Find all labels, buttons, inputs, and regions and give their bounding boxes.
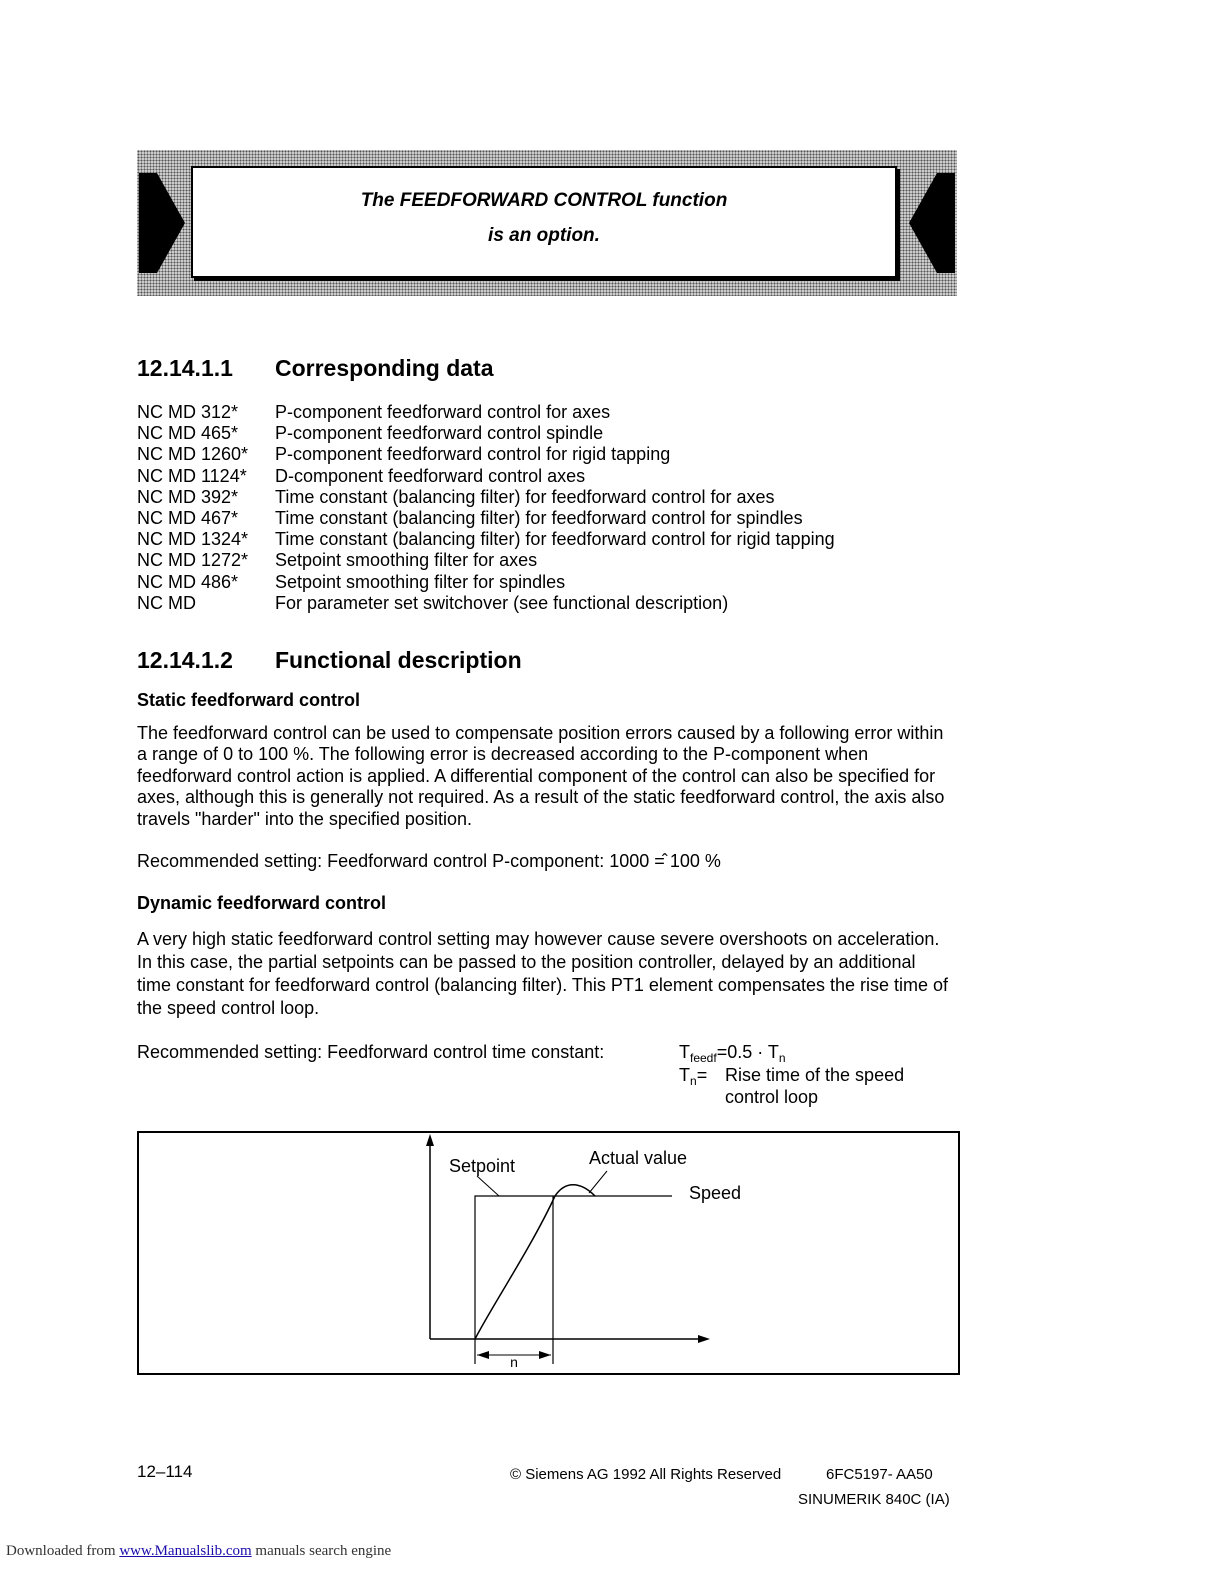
md-key: NC MD 1260* [137, 444, 249, 465]
section-title: Functional description [275, 647, 522, 673]
formula-subscript-n: n [778, 1051, 786, 1065]
order-number: 6FC5197- AA50 [826, 1466, 933, 1483]
speed-label: Speed [689, 1183, 742, 1203]
section-number: 12.14.1.2 [137, 647, 233, 673]
md-key: NC MD [137, 592, 196, 613]
formula-subscript: feedf [690, 1051, 717, 1065]
left-arrow-icon [907, 158, 957, 288]
diagram-frame [138, 1132, 959, 1374]
section-heading-functional-description [137, 647, 522, 674]
md-key: NC MD 1324* [137, 529, 249, 550]
tn-equals: = [696, 1065, 708, 1085]
option-notice-line1: The FEEDFORWARD CONTROL function [360, 190, 728, 211]
static-feedforward-paragraph: The feedforward control can be used to compensate position errors caused by a following error within a range of 0 to 100 %. The following error is decreased according to the P-component when feedforward control action is applied. A differential component of the control can also be specified for axes, although this is generally not required. As a result of the static feedforward control, the axis also travels "harder" into the specified position. [137, 723, 945, 829]
md-desc: P-component feedforward control for rigid tapping [275, 444, 671, 465]
tn-subscript: n [690, 1074, 697, 1088]
md-desc: P-component feedforward control for axes [275, 402, 611, 422]
page-number: 12–114 [137, 1462, 193, 1481]
static-rec-text: Recommended setting: Feedforward control P-component: 1000 [137, 851, 650, 871]
md-key: NC MD 486* [137, 571, 239, 592]
x-axis-arrowhead [698, 1335, 710, 1343]
n-label: n [510, 1354, 518, 1370]
static-rec-value: 100 % [669, 851, 721, 871]
md-desc: Setpoint smoothing filter for axes [275, 550, 538, 571]
md-key: NC MD 1272* [137, 550, 249, 571]
static-feedforward-heading: Static feedforward control [137, 690, 361, 710]
formula-symbol: T [679, 1042, 690, 1062]
static-recommended-setting [137, 851, 721, 872]
dimension-right-arrowhead [539, 1351, 551, 1359]
download-note [6, 1543, 391, 1560]
actual-value-leader [589, 1171, 607, 1193]
tn-definition-line2: control loop [725, 1087, 819, 1107]
dynamic-recommended-setting: Recommended setting: Feedforward control time constant: [137, 1042, 605, 1062]
md-row [137, 508, 937, 529]
tn-definition-line1: Rise time of the speed [725, 1065, 905, 1085]
md-row [137, 423, 937, 444]
md-row [137, 572, 937, 593]
corresponds-symbol: =̂ [654, 851, 665, 871]
md-desc: P-component feedforward control spindle [275, 423, 604, 444]
actual-value-label: Actual value [589, 1148, 688, 1168]
option-notice-line2: is an option. [488, 225, 600, 246]
formula-expression: =0.5 · T [716, 1042, 779, 1062]
y-axis-arrowhead [426, 1134, 434, 1146]
setpoint-leader [477, 1176, 499, 1196]
manualslib-link[interactable]: www.Manualslib.com [119, 1543, 252, 1559]
md-key: NC MD 312* [137, 402, 239, 422]
md-row [137, 529, 937, 550]
feedforward-time-constant-formula [679, 1042, 786, 1063]
actual-value-curve [475, 1185, 595, 1339]
md-desc: For parameter set switchover (see functional description) [275, 592, 729, 613]
section-heading-corresponding-data [137, 355, 494, 382]
md-key: NC MD 392* [137, 486, 239, 507]
tn-definition-symbol [679, 1065, 707, 1086]
md-desc: Time constant (balancing filter) for feedforward control for axes [275, 486, 775, 507]
md-desc: D-component feedforward control axes [275, 465, 586, 486]
copyright: © Siemens AG 1992 All Rights Reserved [510, 1466, 782, 1483]
md-key: NC MD 467* [137, 508, 239, 529]
md-row [137, 487, 937, 508]
tn-symbol: T [679, 1065, 690, 1085]
section-number: 12.14.1.1 [137, 355, 233, 381]
download-prefix: Downloaded from [6, 1543, 120, 1559]
speed-response-diagram [137, 1131, 960, 1376]
md-desc: Time constant (balancing filter) for feedforward control for rigid tapping [275, 529, 835, 550]
md-desc: Time constant (balancing filter) for feedforward control for spindles [275, 508, 803, 529]
right-arrow-icon [137, 158, 187, 288]
setpoint-step-line [475, 1196, 672, 1339]
md-desc: Setpoint smoothing filter for spindles [275, 571, 566, 592]
dynamic-feedforward-heading: Dynamic feedforward control [137, 893, 387, 913]
md-key: NC MD 1124* [137, 465, 247, 486]
option-banner [137, 150, 957, 296]
section-title: Corresponding data [275, 355, 494, 381]
dimension-left-arrowhead [477, 1351, 489, 1359]
setpoint-label: Setpoint [449, 1156, 516, 1176]
machine-data-list [137, 402, 937, 614]
dynamic-feedforward-paragraph: A very high static feedforward control setting may however cause severe overshoots on acceleration. In this case, the partial setpoints can be passed to the position controller, delayed by an additional time constant for feedforward control (balancing filter). This PT1 element compensates the rise time of the speed control loop. [137, 929, 949, 1018]
md-row [137, 466, 937, 487]
option-notice [191, 166, 897, 278]
md-row [137, 402, 937, 423]
md-row [137, 550, 937, 571]
md-row [137, 444, 937, 465]
md-key: NC MD 465* [137, 423, 239, 444]
download-suffix: manuals search engine [251, 1543, 392, 1559]
product-name: SINUMERIK 840C (IA) [798, 1491, 950, 1508]
md-row [137, 593, 937, 614]
